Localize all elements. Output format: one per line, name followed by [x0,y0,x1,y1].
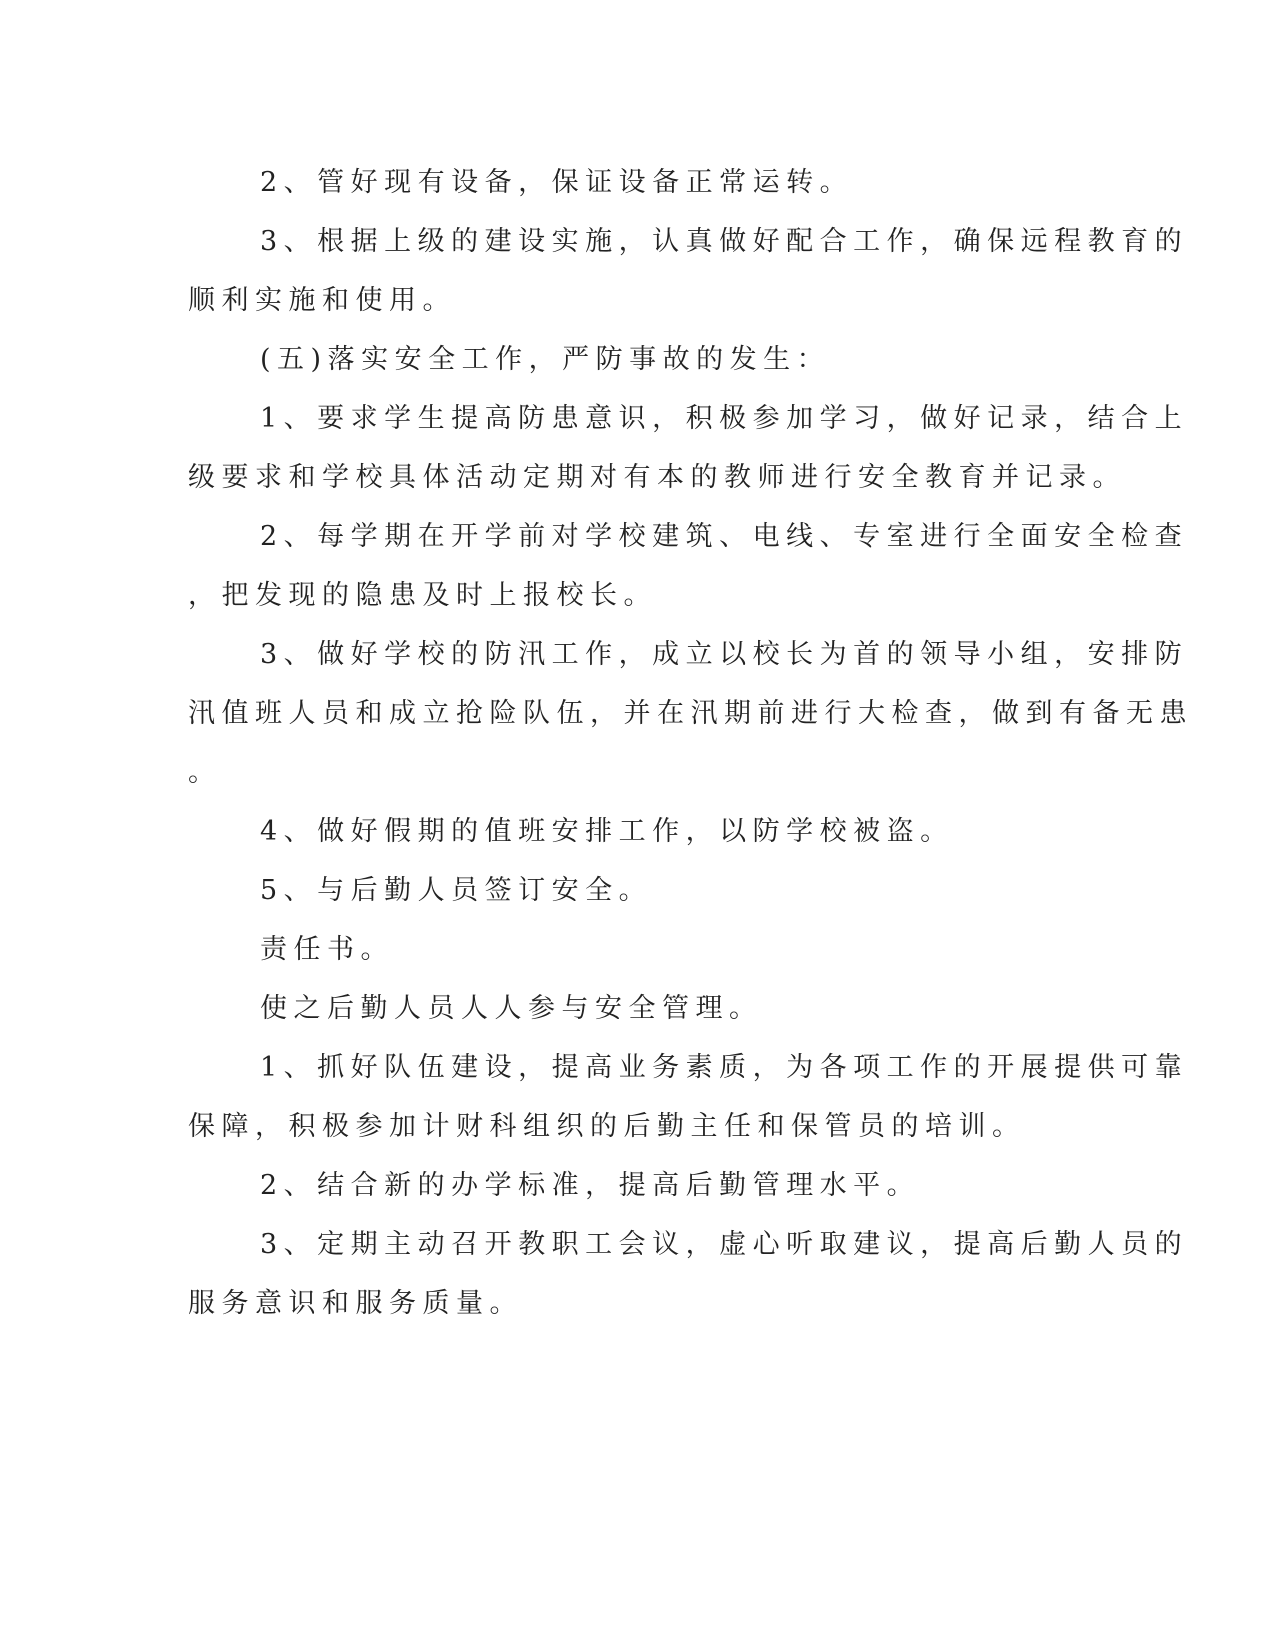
text-line: 汛值班人员和成立抢险队伍，并在汛期前进行大检查，做到有备无患 [188,698,1193,729]
text-line: 2、结合新的办学标准，提高后勤管理水平。 [260,1170,921,1201]
text-line: 服务意识和服务质量。 [188,1288,523,1319]
text-line: 4、做好假期的值班安排工作，以防学校被盗。 [260,816,954,847]
text-line: 。 [188,757,222,788]
text-line: 3、做好学校的防汛工作，成立以校长为首的领导小组，安排防 [260,639,1189,670]
text-line: 2、管好现有设备，保证设备正常运转。 [260,167,854,198]
text-line: 3、定期主动召开教职工会议，虚心听取建议，提高后勤人员的 [260,1229,1189,1260]
text-line: 5、与后勤人员签订安全。 [260,875,653,906]
text-line: 3、根据上级的建设实施，认真做好配合工作，确保远程教育的 [260,226,1189,257]
text-line: 顺利实施和使用。 [188,285,456,316]
text-line: 1、抓好队伍建设，提高业务素质，为各项工作的开展提供可靠 [260,1052,1189,1083]
text-line: ，把发现的隐患及时上报校长。 [188,580,657,611]
text-line: 级要求和学校具体活动定期对有本的教师进行安全教育并记录。 [188,462,1126,493]
text-line: 1、要求学生提高防患意识，积极参加学习，做好记录，结合上 [260,403,1189,434]
section-heading: (五)落实安全工作，严防事故的发生： [260,344,831,375]
text-line: 使之后勤人员人人参与安全管理。 [260,993,763,1024]
text-line: 2、每学期在开学前对学校建筑、电线、专室进行全面安全检查 [260,521,1189,552]
text-line: 保障，积极参加计财科组织的后勤主任和保管员的培训。 [188,1111,1026,1142]
text-line: 责任书。 [260,934,394,965]
